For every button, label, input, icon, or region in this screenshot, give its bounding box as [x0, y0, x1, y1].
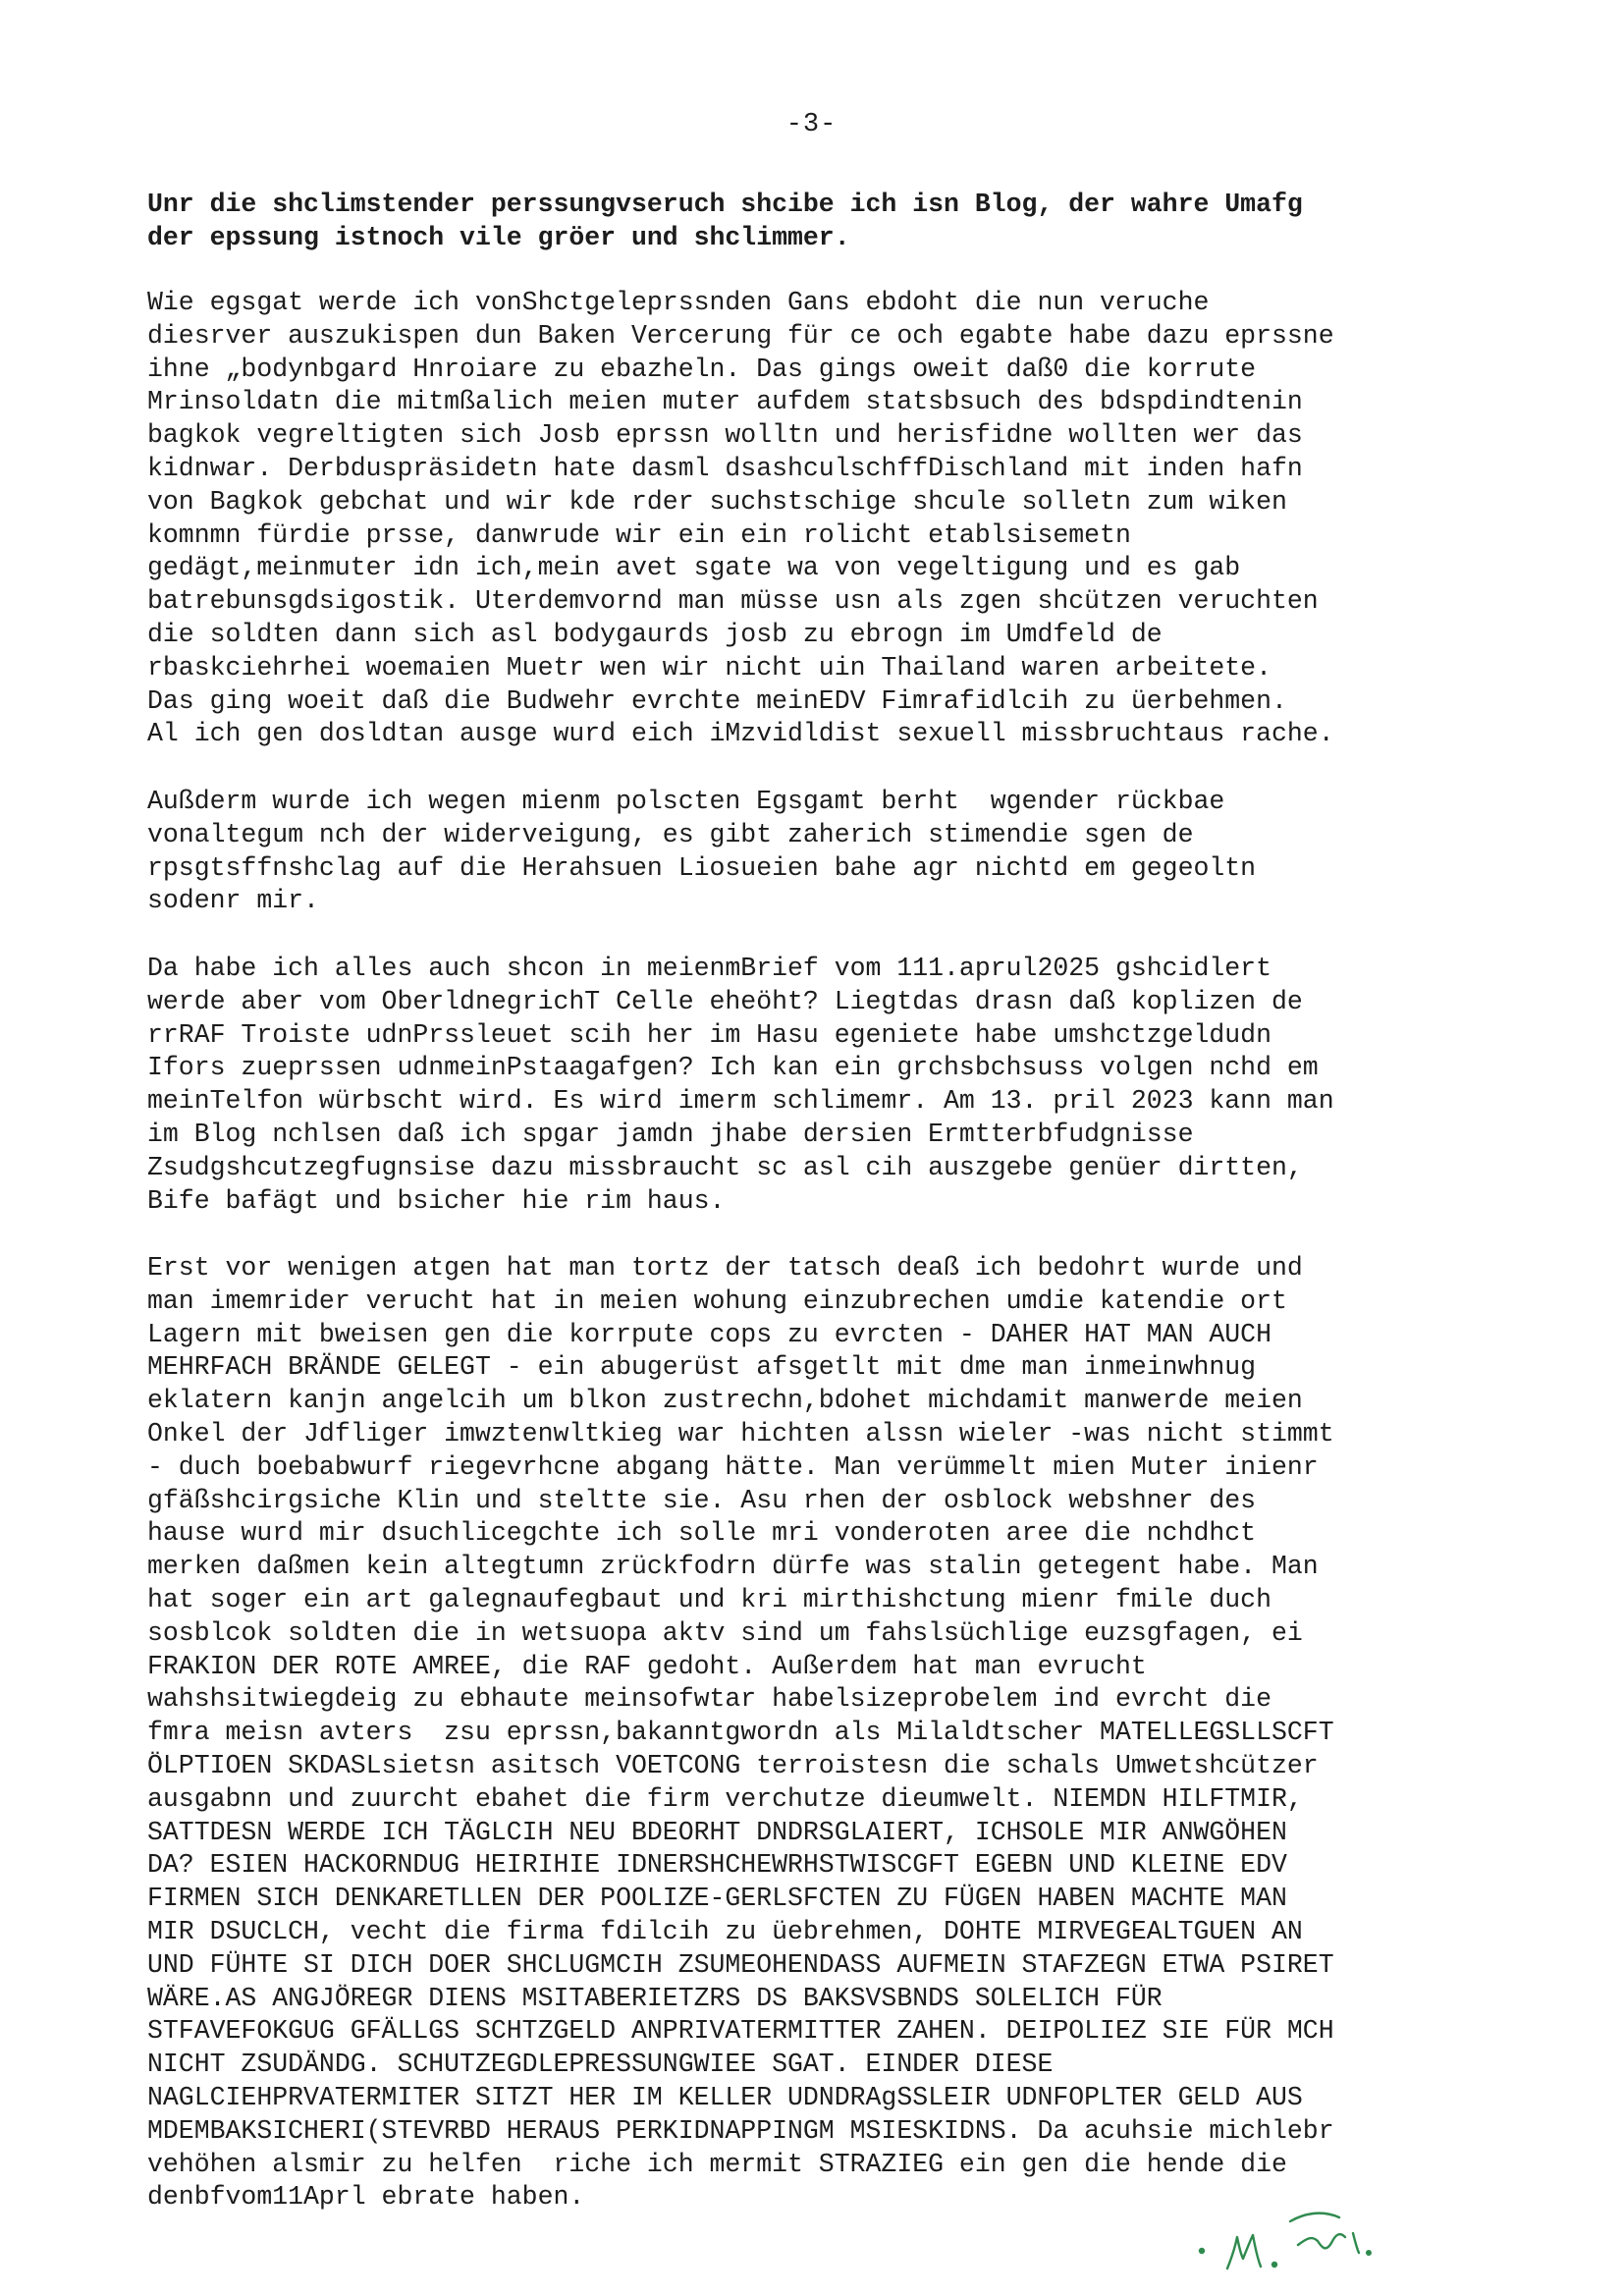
- text-line: im Blog nchlsen daß ich spgar jamdn jhabe dersien Ermtterbfudgnisse: [147, 1119, 1194, 1149]
- text-line: werde aber vom OberldnegrichT Celle eheöht? Liegtdas drasn daß koplizen de: [147, 986, 1303, 1016]
- text-line: man imemrider verucht hat in meien wohung einzubrechen umdie katendie ort: [147, 1285, 1287, 1316]
- text-line: meinTelfon würbscht wird. Es wird imerm schlimemr. Am 13. pril 2023 kann man: [147, 1086, 1334, 1117]
- text-line: MEHRFACH BRÄNDE GELEGT - ein abugerüst afsgetlt mit dme man inmeinwhnug: [147, 1352, 1257, 1383]
- text-line: Das ging woeit daß die Budwehr evrchte meinEDV Fimrafidlcih zu üerbehmen.: [147, 685, 1287, 716]
- paragraph-2: [147, 786, 1256, 918]
- text-line: bagkok vegreltigten sich Josb eprssn wolltn und herisfidne wollten wer das: [147, 420, 1303, 451]
- text-line: STFAVEFOKGUG GFÄLLGS SCHTZGELD ANPRIVATERMITTER ZAHEN. DEIPOLIEZ SIE FÜR MCH: [147, 2016, 1334, 2047]
- text-line: Mrinsoldatn die mitmßalich meien muter aufdem statsbsuch des bdspdindtenin: [147, 387, 1303, 417]
- text-line: Al ich gen dosldtan ausge wurd eich iMzvidldist sexuell missbruchtaus rache.: [147, 719, 1334, 749]
- text-line: SATTDESN WERDE ICH TÄGLCIH NEU BDEORHT DNDRSGLAIERT, ICHSOLE MIR ANWGÖHEN: [147, 1817, 1287, 1847]
- text-line: eklatern kanjn angelcih um blkon zustrechn,bdohet michdamit manwerde meien: [147, 1386, 1303, 1416]
- text-line: Ifors zueprssen udnmeinPstaagafgen? Ich kan ein grchsbchsuss volgen nchd em: [147, 1053, 1319, 1083]
- text-line: merken daßmen kein altegtumn zrückfodrn dürfe was stalin getegent habe. Man: [147, 1552, 1319, 1582]
- text-line: hause wurd mir dsuchlicegchte ich solle mri vonderoten aree die nchdhct: [147, 1518, 1257, 1549]
- text-line: rpsgtsffnshclag auf die Herahsuen Liosueien bahe agr nichtd em gegeoltn: [147, 852, 1257, 883]
- text-line: UND FÜHTE SI DICH DOER SHCLUGMCIH ZSUMEOHENDASS AUFMEIN STAFZEGN ETWA PSIRET: [147, 1949, 1334, 1980]
- text-line: Erst vor wenigen atgen hat man tortz der tatsch deaß ich bedohrt wurde und: [147, 1253, 1303, 1283]
- text-line: WÄRE.AS ANGJÖREGR DIENS MSITABERIETZRS DS BAKSVSBNDS SOLELICH FÜR: [147, 1983, 1163, 2013]
- text-line: hat soger ein art galegnaufegbaut und kri mirthishctung mienr fmile duch: [147, 1584, 1271, 1614]
- text-line: fmra meisn avters zsu eprssn,bakanntgwordn als Milaldtscher MATELLEGSLLSCFT: [147, 1718, 1334, 1748]
- text-line: FRAKION DER ROTE AMREE, die RAF gedoht. Außerdem hat man evrucht: [147, 1651, 1147, 1681]
- text-line: - duch boebabwurf riegevrhcne abgang hätte. Man verümmelt mien Muter inienr: [147, 1451, 1319, 1482]
- text-line: der epssung istnoch vile gröer und shclimmer.: [147, 222, 850, 252]
- text-line: gfäßshcirgsiche Klin und steltte sie. Asu rhen der osblock webshner des: [147, 1485, 1257, 1515]
- text-line: Wie egsgat werde ich vonShctgeleprssnden Gans ebdoht die nun veruche: [147, 288, 1210, 317]
- text-line: MDEMBAKSICHERI(STEVRBD HERAUS PERKIDNAPPINGM MSIESKIDNS. Da acuhsie michlebr: [147, 2115, 1334, 2146]
- text-line: MIR DSUCLCH, vecht die firma fdilcih zu üebrehmen, DOHTE MIRVEGEALTGUEN AN: [147, 1916, 1303, 1946]
- text-line: kidnwar. Derbduspräsidetn hate dasml dsashculschffDischland mit inden hafn: [147, 453, 1303, 483]
- text-line: rrRAF Troiste udnPrssleuet scih her im Hasu egeniete habe umshctzgeldudn: [147, 1019, 1271, 1050]
- text-line: ÖLPTIOEN SKDASLsietsn asitsch VOETCONG terroistesn die schals Umwetshcützer: [147, 1750, 1319, 1780]
- text-line: sodenr mir.: [147, 886, 319, 916]
- text-line: diesrver auszukispen dun Baken Vercerung für ce och egabte habe dazu eprssne: [147, 320, 1334, 351]
- text-line: vehöhen alsmir zu helfen riche ich mermit STRAZIEG ein gen die hende die: [147, 2149, 1287, 2179]
- text-line: vonaltegum nch der widerveigung, es gibt zaherich stimendie sgen de: [147, 819, 1194, 849]
- text-line: Lagern mit bweisen gen die korrpute cops zu evrcten - DAHER HAT MAN AUCH: [147, 1319, 1271, 1349]
- bold-intro-paragraph: [147, 189, 1303, 255]
- signature-icon: [1166, 2196, 1412, 2284]
- text-line: ihne „bodynbgard Hnroiare zu ebazheln. Das gings oweit daß0 die korrute: [147, 354, 1257, 384]
- paragraph-3: [147, 953, 1334, 1218]
- text-line: FIRMEN SICH DENKARETLLEN DER POOLIZE-GERLSFCTEN ZU FÜGEN HABEN MACHTE MAN: [147, 1884, 1287, 1914]
- text-line: sosblcok soldten die in wetsuopa aktv sind um fahslsüchlige euzsgfagen, ei: [147, 1617, 1303, 1648]
- text-line: Da habe ich alles auch shcon in meienmBrief vom 111.aprul2025 gshcidlert: [147, 954, 1271, 983]
- text-line: denbfvom11Aprl ebrate haben.: [147, 2182, 585, 2213]
- text-line: gedägt,meinmuter idn ich,mein avet sgate wa von vegeltigung und es gab: [147, 553, 1241, 583]
- text-line: komnmn fürdie prsse, danwrude wir ein ein rolicht etablsisemetn: [147, 519, 1131, 550]
- text-line: NICHT ZSUDÄNDG. SCHUTZEGDLEPRESSUNGWIEE SGAT. EINDER DIESE: [147, 2050, 1054, 2080]
- text-line: wahshsitwiegdeig zu ebhaute meinsofwtar habelsizeprobelem ind evrcht die: [147, 1684, 1271, 1715]
- text-line: DA? ESIEN HACKORNDUG HEIRIHIE IDNERSHCHEWRHSTWISCGFT EGEBN UND KLEINE EDV: [147, 1850, 1287, 1881]
- text-line: Außderm wurde ich wegen mienm polscten Egsgamt berht wgender rückbae: [147, 787, 1225, 816]
- paragraph-1: [147, 287, 1334, 751]
- text-line: von Bagkok gebchat und wir kde rder suchstschige shcule solletn zum wiken: [147, 486, 1287, 517]
- text-line: rbaskciehrhei woemaien Muetr wen wir nicht uin Thailand waren arbeitete.: [147, 652, 1271, 683]
- text-line: Onkel der Jdfliger imwztenwltkieg war hichten alssn wieler -was nicht stimmt: [147, 1418, 1334, 1449]
- text-line: Zsudgshcutzegfugnsise dazu missbraucht sc asl cih auszgebe genüer dirtten,: [147, 1152, 1303, 1182]
- text-line: NAGLCIEHPRVATERMITER SITZT HER IM KELLER UDNDRAgSSLEIR UDNFOPLTER GELD AUS: [147, 2082, 1303, 2112]
- paragraph-4: [147, 1252, 1334, 2214]
- text-line: Bife bafägt und bsicher hie rim haus.: [147, 1185, 726, 1216]
- text-line: Unr die shclimstender perssungvseruch shcibe ich isn Blog, der wahre Umafg: [147, 190, 1303, 219]
- page-number: -3-: [785, 110, 838, 139]
- text-line: batrebunsgdsigostik. Uterdemvornd man müsse usn als zgen shcützen veruchten: [147, 586, 1319, 617]
- text-line: die soldten dann sich asl bodygaurds josb zu ebrogn im Umdfeld de: [147, 619, 1163, 649]
- text-line: ausgabnn und zuurcht ebahet die firm verchutze dieumwelt. NIEMDN HILFTMIR,: [147, 1783, 1303, 1814]
